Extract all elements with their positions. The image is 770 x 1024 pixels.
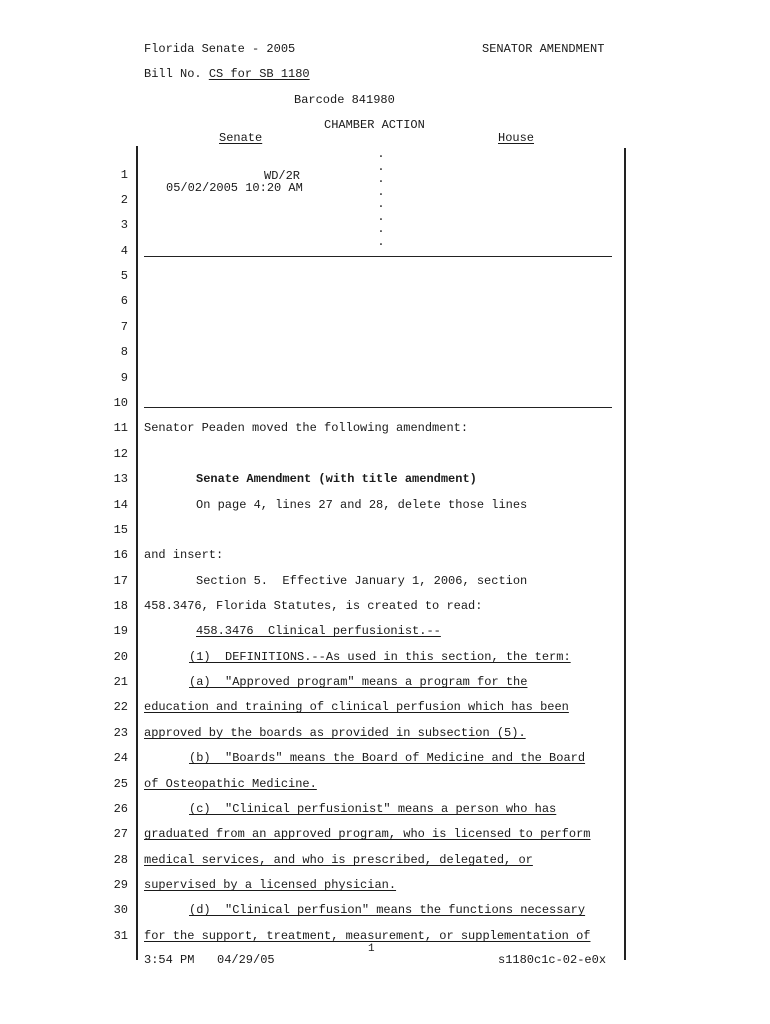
line-number: 29 [113, 878, 128, 892]
line-number: 28 [113, 853, 128, 867]
line-number: 25 [113, 777, 128, 791]
line-number: 10 [113, 396, 128, 410]
body-line-20: (1) DEFINITIONS.--As used in this section, the term: [189, 650, 571, 664]
footer-time: 3:54 PM [144, 953, 195, 967]
line-number: 22 [113, 700, 128, 714]
body-line-18: 458.3476, Florida Statutes, is created to read: [144, 599, 483, 613]
body-top-rule [144, 407, 612, 408]
dot: . [377, 234, 385, 249]
bill-prefix: Bill No. [144, 67, 209, 81]
line-number: 1 [120, 168, 128, 182]
dot: . [377, 159, 385, 174]
line-number: 20 [113, 650, 128, 664]
body-line-31: for the support, treatment, measurement, or supplementation of [144, 929, 591, 943]
line-number: 5 [120, 269, 128, 283]
header-left: Florida Senate - 2005 [144, 42, 296, 56]
line-number: 15 [113, 523, 128, 537]
amendment-heading: Senate Amendment (with title amendment) [196, 472, 477, 486]
bill-number-line [144, 67, 310, 81]
body-line-17: Section 5. Effective January 1, 2006, section [196, 574, 528, 588]
dot: . [377, 147, 385, 161]
line-number: 8 [120, 345, 128, 359]
body-line-25: of Osteopathic Medicine. [144, 777, 317, 791]
document-code: s1180c1c-02-e0x [498, 953, 607, 967]
body-line-14: On page 4, lines 27 and 28, delete those lines [196, 498, 528, 512]
line-number: 3 [120, 218, 128, 232]
line-number: 7 [120, 320, 128, 334]
chamber-action-datetime: 05/02/2005 10:20 AM [166, 181, 303, 195]
dot: . [377, 222, 385, 236]
line-number: 30 [113, 903, 128, 917]
body-line-30: (d) "Clinical perfusion" means the functions necessary [189, 903, 586, 917]
line-number: 14 [113, 498, 128, 512]
line-number: 23 [113, 726, 128, 740]
line-number: 4 [120, 244, 128, 258]
body-line-29: supervised by a licensed physician. [144, 878, 397, 892]
line-number: 27 [113, 827, 128, 841]
chamber-divider-dots [376, 148, 386, 248]
senate-label: Senate [219, 131, 263, 145]
body-line-27: graduated from an approved program, who is licensed to perform [144, 827, 591, 841]
dot: . [377, 209, 385, 224]
line-number: 12 [113, 447, 128, 461]
body-line-19: 458.3476 Clinical perfusionist.-- [196, 624, 441, 638]
line-number: 17 [113, 574, 128, 588]
chamber-bottom-rule [144, 256, 612, 257]
line-number: 11 [113, 421, 128, 435]
line-number: 19 [113, 624, 128, 638]
left-margin-rule [136, 146, 138, 960]
line-number: 6 [120, 294, 128, 308]
chamber-action-title: CHAMBER ACTION [324, 118, 425, 132]
body-line-26: (c) "Clinical perfusionist" means a person who has [189, 802, 557, 816]
line-number: 13 [113, 472, 128, 486]
header-right: SENATOR AMENDMENT [482, 42, 605, 56]
line-number: 31 [113, 929, 128, 943]
line-number: 9 [120, 371, 128, 385]
body-line-16: and insert: [144, 548, 224, 562]
line-number: 16 [113, 548, 128, 562]
footer-date: 04/29/05 [217, 953, 275, 967]
line-number: 21 [113, 675, 128, 689]
body-line-24: (b) "Boards" means the Board of Medicine and the Board [189, 751, 586, 765]
chamber-action-code: WD/2R [264, 169, 301, 183]
dot: . [377, 197, 385, 211]
line-number: 26 [113, 802, 128, 816]
body-line-21: (a) "Approved program" means a program for the [189, 675, 528, 689]
house-label: House [498, 131, 535, 145]
line-number: 2 [120, 193, 128, 207]
body-line-11: Senator Peaden moved the following amendment: [144, 421, 469, 435]
right-margin-rule [624, 148, 626, 960]
line-number: 24 [113, 751, 128, 765]
barcode: Barcode 841980 [294, 93, 395, 107]
bill-number: CS for SB 1180 [208, 67, 310, 81]
line-number: 18 [113, 599, 128, 613]
page-number: 1 [368, 943, 375, 955]
dot: . [377, 184, 385, 199]
body-line-28: medical services, and who is prescribed, delegated, or [144, 853, 533, 867]
body-line-23: approved by the boards as provided in subsection (5). [144, 726, 526, 740]
dot: . [377, 172, 385, 186]
body-line-22: education and training of clinical perfusion which has been [144, 700, 569, 714]
